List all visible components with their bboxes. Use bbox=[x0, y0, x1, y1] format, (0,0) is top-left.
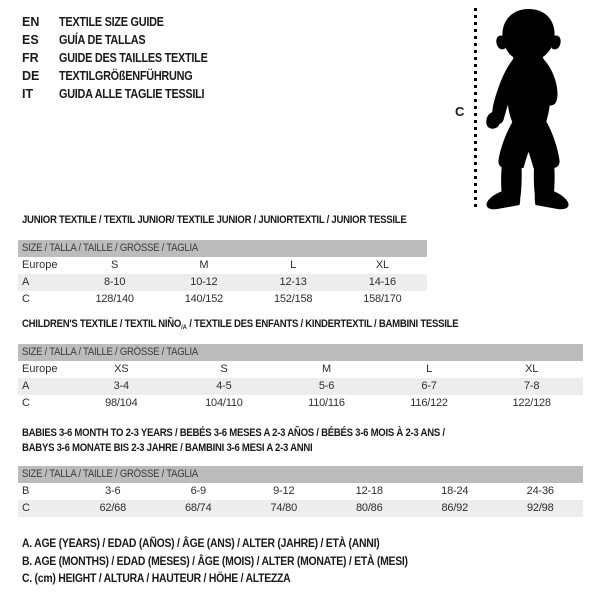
height-cell: 128/140 bbox=[95, 293, 134, 305]
row-label: A bbox=[22, 380, 30, 392]
age-cell: 9-12 bbox=[273, 485, 295, 497]
language-code: EN bbox=[22, 15, 40, 29]
language-code: FR bbox=[22, 51, 39, 65]
children-title-text bbox=[22, 318, 458, 334]
footnote-a bbox=[22, 535, 465, 553]
size-header-bar bbox=[18, 466, 583, 483]
children-size-table bbox=[18, 344, 583, 412]
children-title-part2: / TEXTILE DES ENFANTS / KINDERTEXTIL / BAMBINI TESSILE bbox=[186, 318, 459, 330]
height-cell: 158/170 bbox=[363, 293, 402, 305]
language-label: GUÍA DE TALLAS bbox=[59, 33, 146, 47]
height-cell: 98/104 bbox=[105, 397, 138, 409]
table-row-age-months bbox=[18, 483, 583, 500]
height-cell: 92/98 bbox=[526, 502, 554, 514]
height-cell: 74/80 bbox=[270, 502, 298, 514]
row-label: C bbox=[22, 502, 30, 514]
table-row-age bbox=[18, 274, 427, 291]
language-code: ES bbox=[22, 33, 39, 47]
language-code: IT bbox=[22, 87, 34, 101]
baby-silhouette-icon bbox=[482, 8, 575, 210]
age-cell: 6-7 bbox=[421, 380, 437, 392]
size-cell: XS bbox=[114, 363, 129, 375]
legend-footnotes bbox=[22, 535, 465, 588]
footnote-c bbox=[22, 570, 465, 588]
age-cell: 12-18 bbox=[355, 485, 383, 497]
children-title-subscript: /A bbox=[181, 323, 187, 331]
table-row-height bbox=[18, 395, 583, 412]
age-cell: 10-12 bbox=[190, 276, 218, 288]
language-label: GUIDE DES TAILLES TEXTILE bbox=[59, 51, 208, 65]
table-row-height bbox=[18, 500, 583, 517]
height-cell: 110/116 bbox=[308, 397, 345, 409]
language-label: TEXTILE SIZE GUIDE bbox=[59, 15, 164, 29]
table-row-europe bbox=[18, 257, 427, 274]
table-row-height bbox=[18, 291, 427, 308]
junior-section-title bbox=[22, 214, 464, 227]
age-cell: 14-16 bbox=[368, 276, 396, 288]
height-label-c: C bbox=[455, 104, 465, 119]
height-cell: 122/128 bbox=[512, 397, 551, 409]
babies-title-line2: BABYS 3-6 MONATE BIS 2-3 JAHRE / BAMBINI 3-6 MESI A 2-3 ANNI bbox=[22, 442, 313, 454]
size-header-bar bbox=[18, 240, 427, 257]
children-section-title bbox=[22, 318, 524, 334]
age-cell: 8-10 bbox=[104, 276, 126, 288]
babies-section-title bbox=[22, 426, 508, 456]
language-label: TEXTILGRÖßENFÜHRUNG bbox=[59, 69, 193, 83]
junior-size-table bbox=[18, 240, 427, 308]
footnote-b bbox=[22, 553, 465, 571]
footnote-b-text: B. AGE (MONTHS) / EDAD (MESES) / ÂGE (MOIS) / ALTER (MONATE) / ETÀ (MESI) bbox=[22, 553, 408, 568]
row-label: A bbox=[22, 276, 30, 288]
age-cell: 24-36 bbox=[526, 485, 554, 497]
age-cell: 6-9 bbox=[190, 485, 206, 497]
height-cell: 80/86 bbox=[355, 502, 383, 514]
age-cell: 4-5 bbox=[216, 380, 232, 392]
row-label: Europe bbox=[22, 363, 58, 375]
size-header-bar bbox=[18, 344, 583, 361]
height-cell: 104/110 bbox=[205, 397, 243, 409]
age-cell: 18-24 bbox=[441, 485, 469, 497]
junior-title-text: JUNIOR TEXTILE / TEXTIL JUNIOR/ TEXTILE JUNIOR / JUNIORTEXTIL / JUNIOR TESSILE bbox=[22, 214, 407, 226]
size-header-text: SIZE / TALLA / TAILLE / GRÖSSE / TAGLIA bbox=[22, 242, 198, 254]
size-cell: S bbox=[111, 259, 119, 271]
age-cell: 3-6 bbox=[105, 485, 121, 497]
footnote-c-text: C. (cm) HEIGHT / ALTURA / HAUTEUR / HÖHE / ALTEZZA bbox=[22, 571, 291, 585]
row-label: C bbox=[22, 293, 30, 305]
table-row-europe bbox=[18, 361, 583, 378]
age-cell: 12-13 bbox=[279, 276, 307, 288]
size-cell: XL bbox=[525, 363, 539, 375]
size-header-text: SIZE / TALLA / TAILLE / GRÖSSE / TAGLIA bbox=[22, 468, 198, 480]
height-cell: 116/122 bbox=[410, 397, 448, 409]
height-cell: 86/92 bbox=[441, 502, 469, 514]
size-cell: M bbox=[199, 259, 209, 271]
height-cell: 140/152 bbox=[184, 293, 224, 305]
height-cell: 62/68 bbox=[99, 502, 127, 514]
language-label: GUIDA ALLE TAGLIE TESSILI bbox=[59, 87, 205, 101]
age-cell: 7-8 bbox=[524, 380, 540, 392]
size-cell: M bbox=[322, 363, 331, 375]
babies-size-table bbox=[18, 466, 583, 517]
children-title-part1: CHILDREN'S TEXTILE / TEXTIL NIÑO bbox=[22, 318, 182, 330]
height-cell: 68/74 bbox=[184, 502, 212, 514]
height-measure-figure bbox=[450, 0, 600, 215]
table-row-age bbox=[18, 378, 583, 395]
height-dashed-line bbox=[474, 8, 477, 208]
language-row bbox=[22, 31, 230, 49]
age-cell: 5-6 bbox=[318, 380, 335, 392]
row-label: Europe bbox=[22, 259, 58, 271]
row-label: C bbox=[22, 397, 30, 409]
language-row bbox=[22, 67, 230, 85]
row-label: B bbox=[22, 485, 30, 497]
age-cell: 3-4 bbox=[113, 380, 129, 392]
size-cell: XL bbox=[375, 259, 389, 271]
language-row bbox=[22, 13, 230, 31]
language-list bbox=[22, 13, 230, 103]
language-row bbox=[22, 49, 230, 67]
footnote-a-text: A. AGE (YEARS) / EDAD (AÑOS) / ÂGE (ANS) / ALTER (JAHRE) / ETÀ (ANNI) bbox=[22, 536, 380, 550]
size-cell: S bbox=[220, 363, 228, 375]
language-row bbox=[22, 85, 230, 103]
size-cell: L bbox=[290, 259, 297, 271]
babies-title-line1: BABIES 3-6 MONTH TO 2-3 YEARS / BEBÉS 3-6 MESES A 2-3 AÑOS / BÉBÉS 3-6 MOIS À 2-3 ANS / bbox=[22, 427, 445, 439]
size-cell: L bbox=[426, 363, 433, 375]
size-header-text: SIZE / TALLA / TAILLE / GRÖSSE / TAGLIA bbox=[22, 346, 198, 358]
language-code: DE bbox=[22, 69, 40, 83]
height-cell: 152/158 bbox=[273, 293, 313, 305]
